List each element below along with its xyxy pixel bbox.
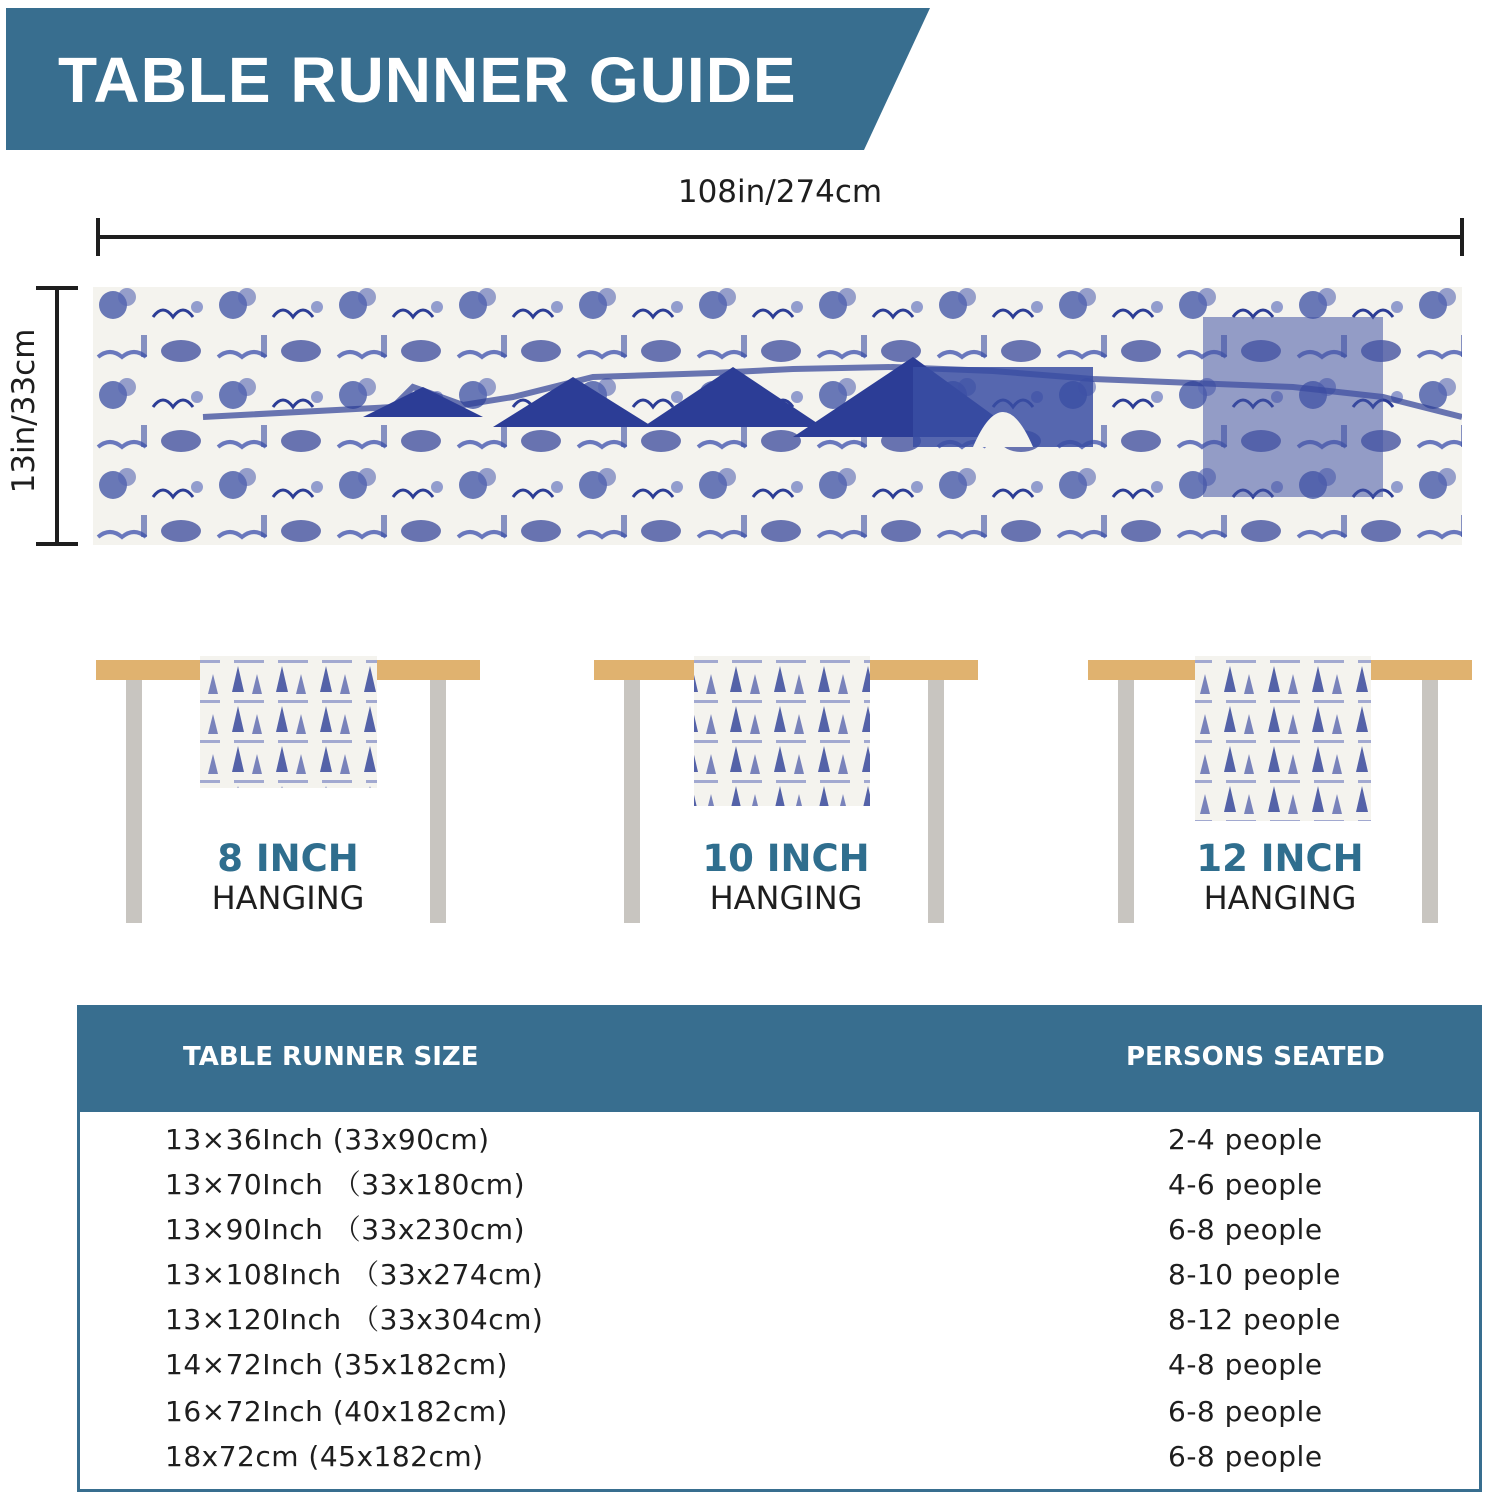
hanging-size-label: 8 INCH — [217, 837, 359, 880]
hanging-size-label: 10 INCH — [702, 837, 870, 880]
persons-cell: 8-12 people — [1168, 1303, 1341, 1336]
runner-size-cell: 13×36Inch (33x90cm) — [165, 1123, 490, 1156]
table-row — [80, 1168, 1479, 1215]
size-table-header — [80, 1008, 1479, 1112]
page-title: TABLE RUNNER GUIDE — [58, 44, 797, 116]
table-row — [80, 1348, 1479, 1395]
width-dimension-line — [90, 214, 1470, 260]
persons-cell: 6-8 people — [1168, 1395, 1323, 1428]
hanging-label: HANGING — [1203, 879, 1357, 917]
table-runner-image — [93, 287, 1462, 545]
table-row — [80, 1213, 1479, 1260]
height-dimension-label: 13in/33cm — [6, 328, 42, 494]
hanging-label: HANGING — [709, 879, 863, 917]
persons-cell: 2-4 people — [1168, 1123, 1323, 1156]
persons-cell: 4-8 people — [1168, 1348, 1323, 1381]
table-row — [80, 1440, 1479, 1487]
table-row — [80, 1303, 1479, 1350]
title-banner — [6, 8, 930, 150]
table-row — [80, 1123, 1479, 1170]
persons-cell: 6-8 people — [1168, 1213, 1323, 1246]
runner-size-cell: 13×108Inch （33x274cm) — [165, 1258, 544, 1291]
runner-size-cell: 13×70Inch （33x180cm) — [165, 1168, 526, 1201]
width-dimension-label: 108in/274cm — [677, 174, 883, 210]
column-header-size: TABLE RUNNER SIZE — [183, 1042, 479, 1072]
persons-cell: 6-8 people — [1168, 1440, 1323, 1473]
persons-cell: 4-6 people — [1168, 1168, 1323, 1201]
hanging-label: HANGING — [211, 879, 365, 917]
persons-cell: 8-10 people — [1168, 1258, 1341, 1291]
table-row — [80, 1258, 1479, 1305]
runner-size-cell: 13×90Inch （33x230cm) — [165, 1213, 526, 1246]
table-row — [80, 1395, 1479, 1442]
column-header-persons: PERSONS SEATED — [1126, 1042, 1385, 1072]
runner-size-cell: 14×72Inch (35x182cm) — [165, 1348, 508, 1381]
hanging-10-inch — [594, 656, 978, 926]
runner-size-cell: 18x72cm (45x182cm) — [165, 1440, 484, 1473]
size-table — [77, 1005, 1482, 1492]
hanging-12-inch — [1088, 656, 1472, 926]
runner-size-cell: 16×72Inch (40x182cm) — [165, 1395, 508, 1428]
hanging-size-label: 12 INCH — [1196, 837, 1364, 880]
runner-size-cell: 13×120Inch （33x304cm) — [165, 1303, 544, 1336]
hanging-8-inch — [96, 656, 480, 926]
